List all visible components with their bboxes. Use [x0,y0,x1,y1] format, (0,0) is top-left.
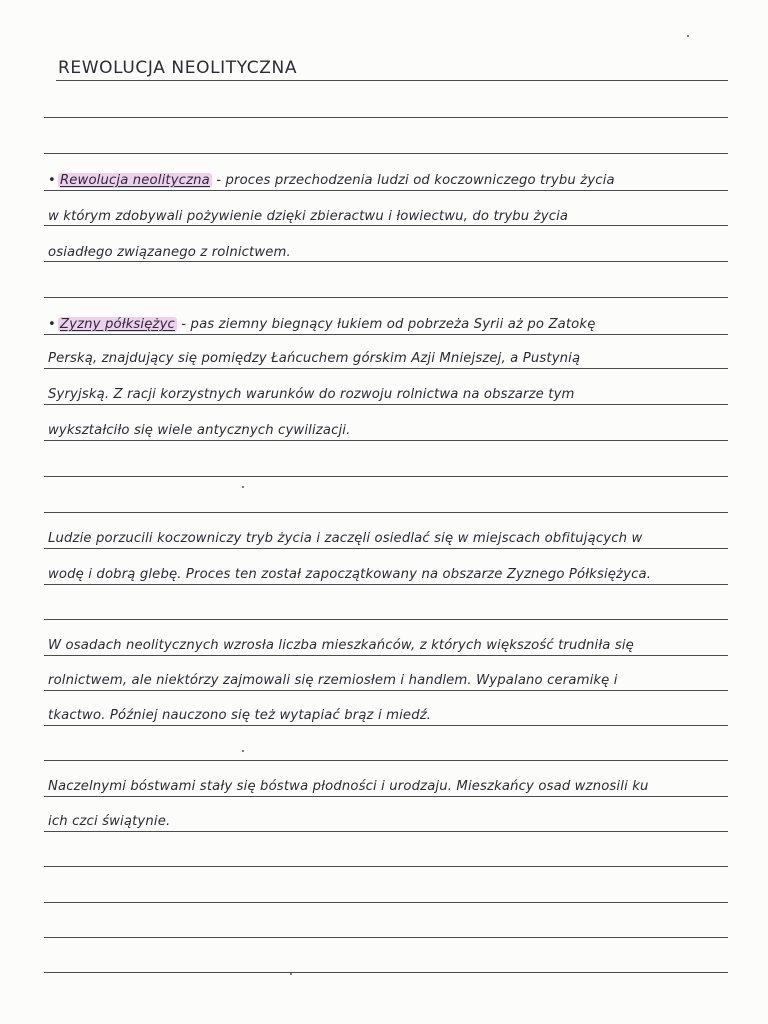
ruled-line [44,548,728,549]
ruled-line [44,190,728,191]
ruled-line [44,153,728,154]
ruled-line [44,902,728,903]
paragraph-line: ich czci świątynie. [48,814,171,829]
ruled-line [44,404,728,405]
ruled-line [44,725,728,726]
definition-text: - proces przechodzenia ludzi od koczowniczego trybu życia [211,173,615,188]
ruled-line [44,937,728,938]
paragraph-line: wodę i dobrą glebę. Proces ten został zapoczątkowany na obszarze Żyznego Półksiężyca. [48,567,652,582]
definition-line: Syryjską. Z racji korzystnych warunków do rozwoju rolnictwa na obszarze tym [48,387,575,402]
ruled-line [44,440,728,441]
definition-line [48,173,728,188]
bullet-dot: • [48,173,56,188]
ruled-line [44,225,728,226]
paragraph-line: rolnictwem, ale niektórzy zajmowali się rzemiosłem i handlem. Wypalano ceramikę i [48,673,618,688]
ruled-line [44,866,728,867]
highlighted-term: Rewolucja neolityczna [59,173,210,188]
ruled-line [44,584,728,585]
pen-speck [687,35,689,37]
ruled-line [44,831,728,832]
paragraph-line: tkactwo. Później nauczono się też wytapiać brąz i miedź. [48,708,432,723]
ruled-line [44,760,728,761]
definition-text: - pas ziemny biegnący łukiem od pobrzeża Syrii aż po Zatokę [176,317,596,332]
pen-speck [242,486,244,488]
ruled-line [56,80,728,81]
ruled-line [44,512,728,513]
pen-speck [290,973,292,975]
highlighted-term: Żyzny półksiężyc [59,317,175,332]
pen-speck [242,750,244,752]
definition-line: Perską, znajdujący się pomiędzy Łańcuchem górskim Azji Mniejszej, a Pustynią [48,351,581,366]
ruled-line [44,619,728,620]
paragraph-line: Ludzie porzucili koczowniczy tryb życia i zaczęli osiedlać się w miejscach obfitujących w [48,531,643,546]
page-title: REWOLUCJA NEOLITYCZNA [58,58,298,78]
definition-line [48,317,728,332]
ruled-line [44,117,728,118]
ruled-line [44,334,728,335]
ruled-line [44,690,728,691]
paragraph-line: Naczelnymi bóstwami stały się bóstwa płodności i urodzaju. Mieszkańcy osad wznosili ku [48,779,649,794]
ruled-line [44,368,728,369]
paragraph-line: W osadach neolitycznych wzrosła liczba mieszkańców, z których większość trudniła się [48,638,634,653]
bullet-dot: • [48,317,56,332]
ruled-line [44,476,728,477]
ruled-line [44,655,728,656]
definition-line: w którym zdobywali pożywienie dzięki zbieractwu i łowiectwu, do trybu życia [48,209,569,224]
ruled-line [44,297,728,298]
ruled-line [44,261,728,262]
ruled-line [44,972,728,973]
definition-line: wykształciło się wiele antycznych cywilizacji. [48,423,351,438]
definition-line: osiadłego związanego z rolnictwem. [48,245,291,260]
ruled-line [44,796,728,797]
